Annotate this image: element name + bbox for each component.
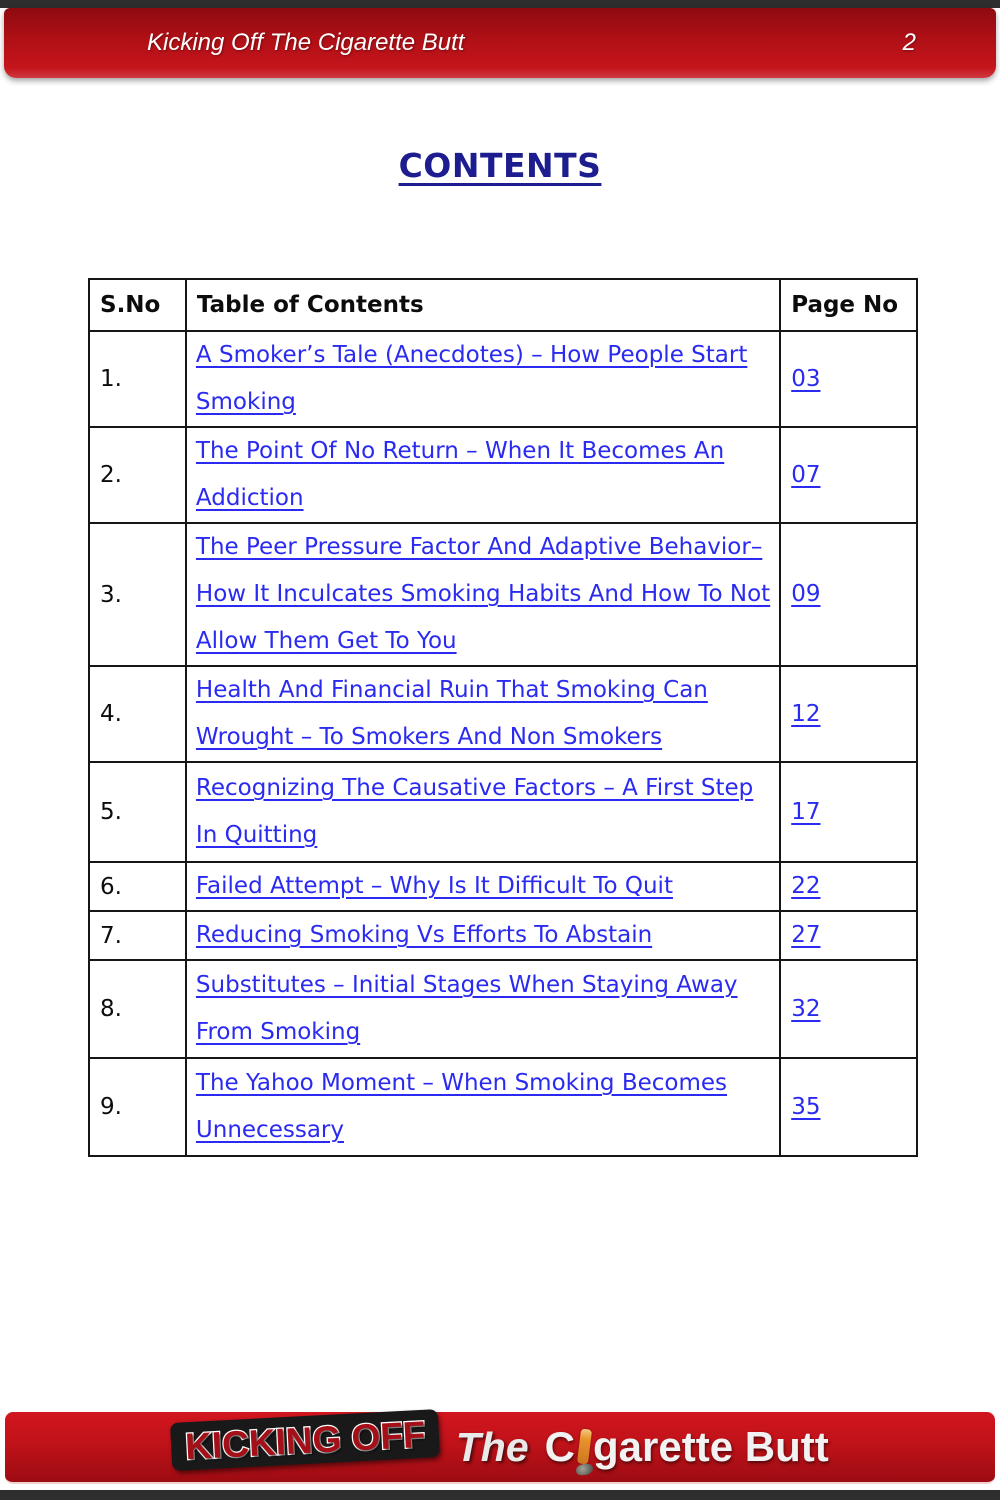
toc-row [89,762,917,862]
toc-cell-page [780,523,917,666]
page-link[interactable]: 22 [791,873,821,899]
top-dark-strip [0,0,1000,8]
toc-table [88,278,918,1157]
toc-row-number: 2. [89,427,186,523]
toc-header-row [89,279,917,331]
logo-the-text: The [455,1423,529,1470]
toc-cell-page [780,911,917,960]
cigarette-ash [575,1463,593,1476]
toc-cell-title [186,427,780,523]
toc-cell-page [780,762,917,862]
chapter-link[interactable]: Substitutes – Initial Stages When Staying Away From Smoking [195,972,738,1045]
toc-row-number: 6. [89,862,186,911]
toc-cell-page [780,427,917,523]
toc-row-number: 3. [89,523,186,666]
contents-title-text: CONTENTS [398,146,602,185]
logo-cig-prefix: C [544,1423,576,1470]
page-link[interactable]: 35 [791,1093,821,1120]
toc-row-number: 1. [89,331,186,427]
toc-cell-title [186,762,780,862]
toc-row-number: 8. [89,960,186,1058]
page-link[interactable]: 17 [791,798,821,825]
toc-row [89,331,917,427]
cigarette-icon [576,1429,593,1479]
logo-cig-suffix: garette Butt [593,1423,829,1470]
toc-row [89,666,917,762]
toc-cell-page [780,1058,917,1156]
col-header-page: Page No [780,279,917,331]
toc-cell-title [186,862,780,911]
toc-row [89,911,917,960]
toc-row-number: 4. [89,666,186,762]
page-link[interactable]: 32 [791,995,821,1022]
toc-cell-page [780,960,917,1058]
logo-kicking-off-text: KICKING OFF [184,1413,427,1468]
chapter-link[interactable]: Failed Attempt – Why Is It Difficult To Quit [195,873,673,899]
kicking-off-badge [170,1409,441,1471]
page-link[interactable]: 09 [791,581,821,607]
footer-logo-bar [5,1412,995,1484]
toc-row-number: 5. [89,762,186,862]
toc-cell-page [780,331,917,427]
page-header-bar [4,8,996,78]
chapter-link[interactable]: Recognizing The Causative Factors – A First Step In Quitting [195,775,754,848]
toc-cell-title [186,523,780,666]
toc-row-number: 7. [89,911,186,960]
toc-cell-title [186,331,780,427]
chapter-link[interactable]: The Point Of No Return – When It Becomes An Addiction [195,438,725,511]
chapter-link[interactable]: A Smoker’s Tale (Anecdotes) – How People Start Smoking [195,342,748,415]
toc-row [89,862,917,911]
toc-row [89,427,917,523]
header-book-title: Kicking Off The Cigarette Butt [147,29,465,56]
toc-cell-title [186,911,780,960]
toc-cell-title [186,666,780,762]
toc-cell-title [186,960,780,1058]
page-link[interactable]: 12 [791,700,821,727]
col-header-sno: S.No [89,279,186,331]
chapter-link[interactable]: The Yahoo Moment – When Smoking Becomes Unnecessary [195,1070,728,1143]
page-link[interactable]: 27 [791,922,821,948]
cigarette-body [577,1428,592,1464]
page-link[interactable]: 07 [791,461,821,488]
header-page-number: 2 [902,29,916,56]
logo-cigarette-butt-text [545,1423,829,1471]
toc-cell-page [780,862,917,911]
toc-row [89,960,917,1058]
bottom-dark-strip [0,1490,1000,1500]
page-link[interactable]: 03 [791,365,821,392]
toc-cell-title [186,1058,780,1156]
chapter-link[interactable]: The Peer Pressure Factor And Adaptive Behavior– How It Inculcates Smoking Habits And How To Not Allow Them Get To You [195,534,771,654]
toc-row [89,523,917,666]
toc-cell-page [780,666,917,762]
col-header-title: Table of Contents [186,279,780,331]
contents-heading [0,146,1000,185]
toc-row [89,1058,917,1156]
toc-row-number: 9. [89,1058,186,1156]
chapter-link[interactable]: Health And Financial Ruin That Smoking Can Wrought – To Smokers And Non Smokers [195,677,708,750]
chapter-link[interactable]: Reducing Smoking Vs Efforts To Abstain [195,922,653,948]
